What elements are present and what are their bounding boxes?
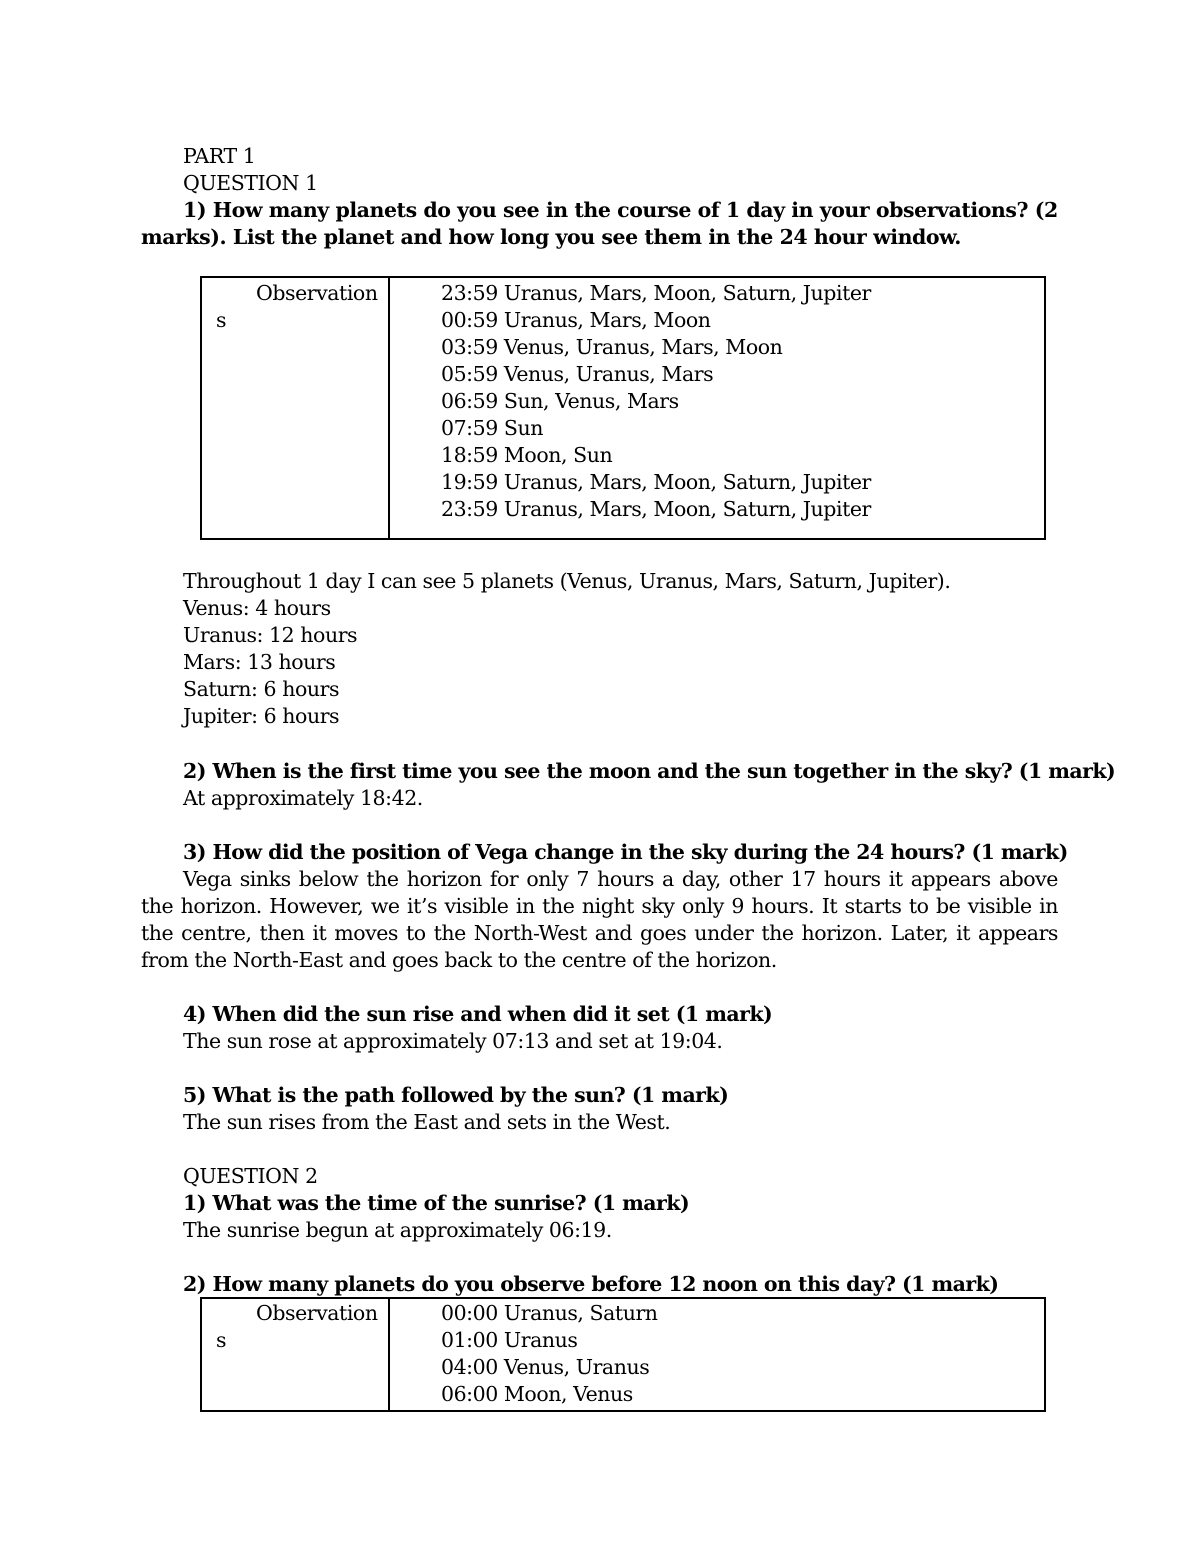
table-row: 18:59 Moon, Sun: [441, 443, 613, 467]
table-row: 00:59 Uranus, Mars, Moon: [441, 308, 711, 332]
table-row: 03:59 Venus, Uranus, Mars, Moon: [441, 335, 783, 359]
question2-item1: 1) What was the time of the sunrise? (1 mark): [183, 1191, 690, 1215]
answer-uranus: Uranus: 12 hours: [183, 623, 358, 647]
answer-item3: [141, 866, 1058, 974]
answer-venus: Venus: 4 hours: [183, 596, 331, 620]
question1-heading: QUESTION 1: [183, 171, 318, 195]
observations-table-2: [200, 1297, 1046, 1412]
observations-label-line2: s: [216, 308, 227, 332]
answer-saturn: Saturn: 6 hours: [183, 677, 340, 701]
answer-q2-item1: The sunrise begun at approximately 06:19.: [183, 1218, 612, 1242]
table-divider: [388, 1299, 390, 1410]
question1-item5: 5) What is the path followed by the sun? (1 mark): [183, 1083, 729, 1107]
answer-item5: The sun rises from the East and sets in the West.: [183, 1110, 671, 1134]
answer-item3-text: Vega sinks below the horizon for only 7 hours a day, other 17 hours it appears above the horizon. However, we it’s visible in the night sky only 9 hours. It starts to be visible in the centre, then it moves to the North-West and goes under the horizon. Later, it appears from the North-East and goes back to the centre of the horizon.: [141, 867, 1058, 972]
table-row: 19:59 Uranus, Mars, Moon, Saturn, Jupiter: [441, 470, 871, 494]
table-row: 00:00 Uranus, Saturn: [441, 1301, 658, 1325]
question1-item1-line1: 1) How many planets do you see in the course of 1 day in your observations? (2: [183, 198, 1058, 222]
observations-label-line1: Observation: [256, 1301, 378, 1325]
question1-item4: 4) When did the sun rise and when did it set (1 mark): [183, 1002, 773, 1026]
part-title: PART 1: [183, 144, 256, 168]
table-row: 06:59 Sun, Venus, Mars: [441, 389, 679, 413]
table-divider: [388, 278, 390, 538]
question1-item1: [141, 197, 1058, 251]
answer-summary: Throughout 1 day I can see 5 planets (Venus, Uranus, Mars, Saturn, Jupiter).: [183, 569, 951, 593]
question1-item2: 2) When is the first time you see the moon and the sun together in the sky? (1 mark): [183, 759, 1116, 783]
table-row: 23:59 Uranus, Mars, Moon, Saturn, Jupiter: [441, 497, 871, 521]
observations-label-line1: Observation: [256, 281, 378, 305]
answer-item2: At approximately 18:42.: [183, 786, 423, 810]
observations-label: [216, 1300, 376, 1354]
answer-jupiter: Jupiter: 6 hours: [183, 704, 340, 728]
question2-heading: QUESTION 2: [183, 1164, 318, 1188]
table-row: 01:00 Uranus: [441, 1328, 578, 1352]
table-row: 23:59 Uranus, Mars, Moon, Saturn, Jupiter: [441, 281, 871, 305]
question2-item2: 2) How many planets do you observe before 12 noon on this day? (1 mark): [183, 1272, 999, 1296]
observations-rows: [441, 1300, 658, 1408]
answer-item4: The sun rose at approximately 07:13 and set at 19:04.: [183, 1029, 723, 1053]
observations-rows: [441, 280, 871, 523]
observations-label-line2: s: [216, 1328, 227, 1352]
table-row: 07:59 Sun: [441, 416, 543, 440]
table-row: 06:00 Moon, Venus: [441, 1382, 633, 1406]
answer-mars: Mars: 13 hours: [183, 650, 336, 674]
table-row: 05:59 Venus, Uranus, Mars: [441, 362, 714, 386]
question1-item1-line2: marks). List the planet and how long you see them in the 24 hour window.: [141, 225, 961, 249]
question1-item3: 3) How did the position of Vega change in the sky during the 24 hours? (1 mark): [183, 840, 1068, 864]
observations-table-1: [200, 276, 1046, 540]
observations-label: [216, 280, 376, 334]
table-row: 04:00 Venus, Uranus: [441, 1355, 650, 1379]
